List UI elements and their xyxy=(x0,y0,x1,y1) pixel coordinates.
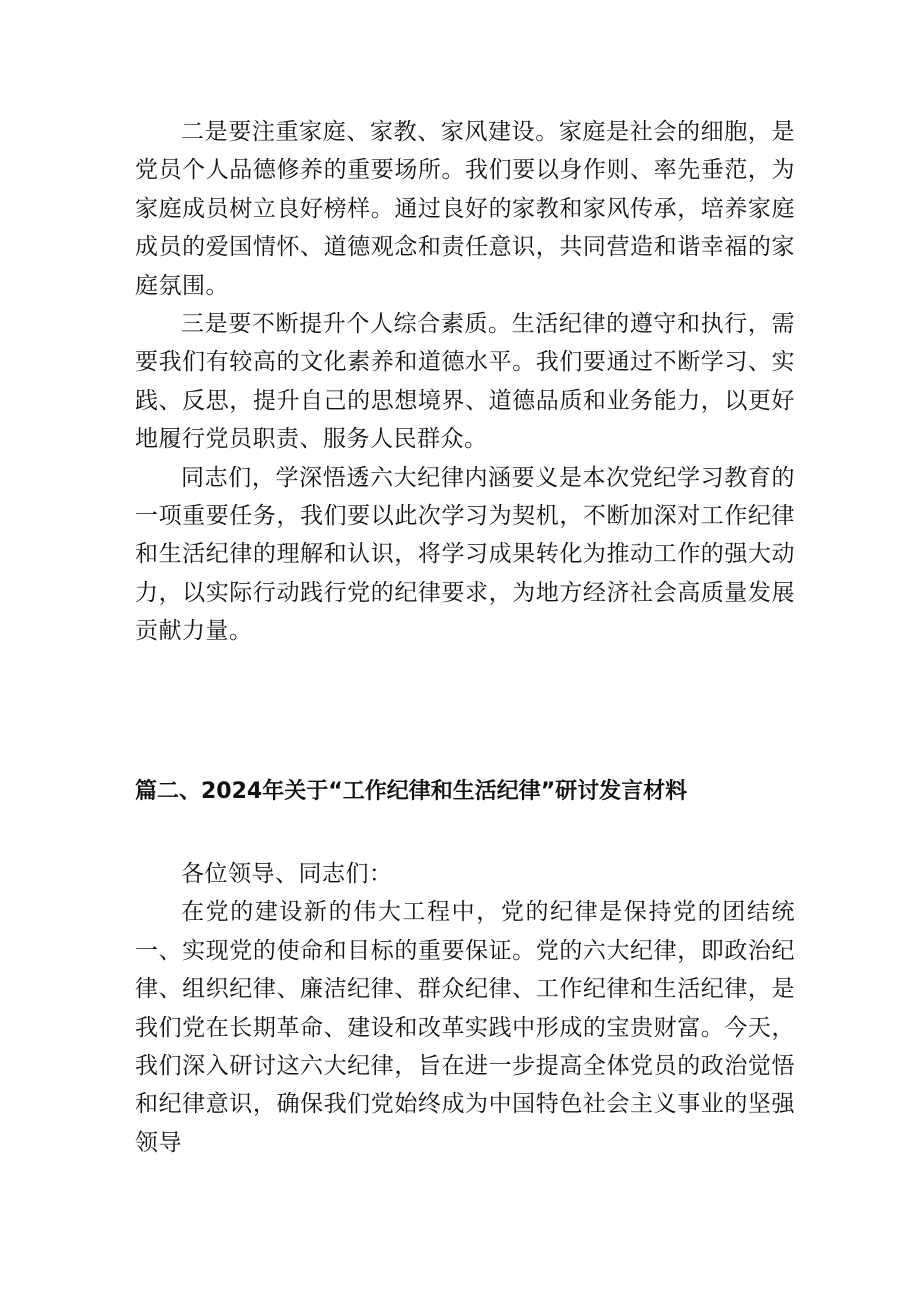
paragraph-family-tradition: 二是要注重家庭、家教、家风建设。家庭是社会的细胞，是党员个人品德修养的重要场所。我们要以身作则、率先垂范，为家庭成员树立良好榜样。通过良好的家教和家风传承，培养家庭成员的爱国情怀、道德观念和责任意识，共同营造和谐幸福的家庭氛围。 xyxy=(135,119,795,299)
paragraph-introduction: 在党的建设新的伟大工程中，党的纪律是保持党的团结统一、实现党的使命和目标的重要保证。党的六大纪律，即政治纪律、组织纪律、廉洁纪律、群众纪律、工作纪律和生活纪律，是我们党在长期革命、建设和改革实践中形成的宝贵财富。今天，我们深入研讨这六大纪律，旨在进一步提高全体党员的政治觉悟和纪律意识，确保我们党始终成为中国特色社会主义事业的坚强领导 xyxy=(135,899,795,1156)
section-two-body xyxy=(135,855,795,1162)
paragraph-conclusion: 同志们，学深悟透六大纪律内涵要义是本次党纪学习教育的一项重要任务，我们要以此次学习为契机，不断加深对工作纪律和生活纪律的理解和认识，将学习成果转化为推动工作的强大动力，以实际行动践行党的纪律要求，为地方经济社会高质量发展贡献力量。 xyxy=(135,464,795,645)
section-one-body xyxy=(135,113,795,651)
salutation: 各位领导、同志们： xyxy=(181,861,393,887)
paragraph-personal-quality: 三是要不断提升个人综合素质。生活纪律的遵守和执行，需要我们有较高的文化素养和道德水平。我们要通过不断学习、实践、反思，提升自己的思想境界、道德品质和业务能力，以更好地履行党员职责、服务人民群众。 xyxy=(135,311,795,453)
section-two-heading: 篇二、2024年关于“工作纪律和生活纪律”研讨发言材料 xyxy=(135,779,688,804)
